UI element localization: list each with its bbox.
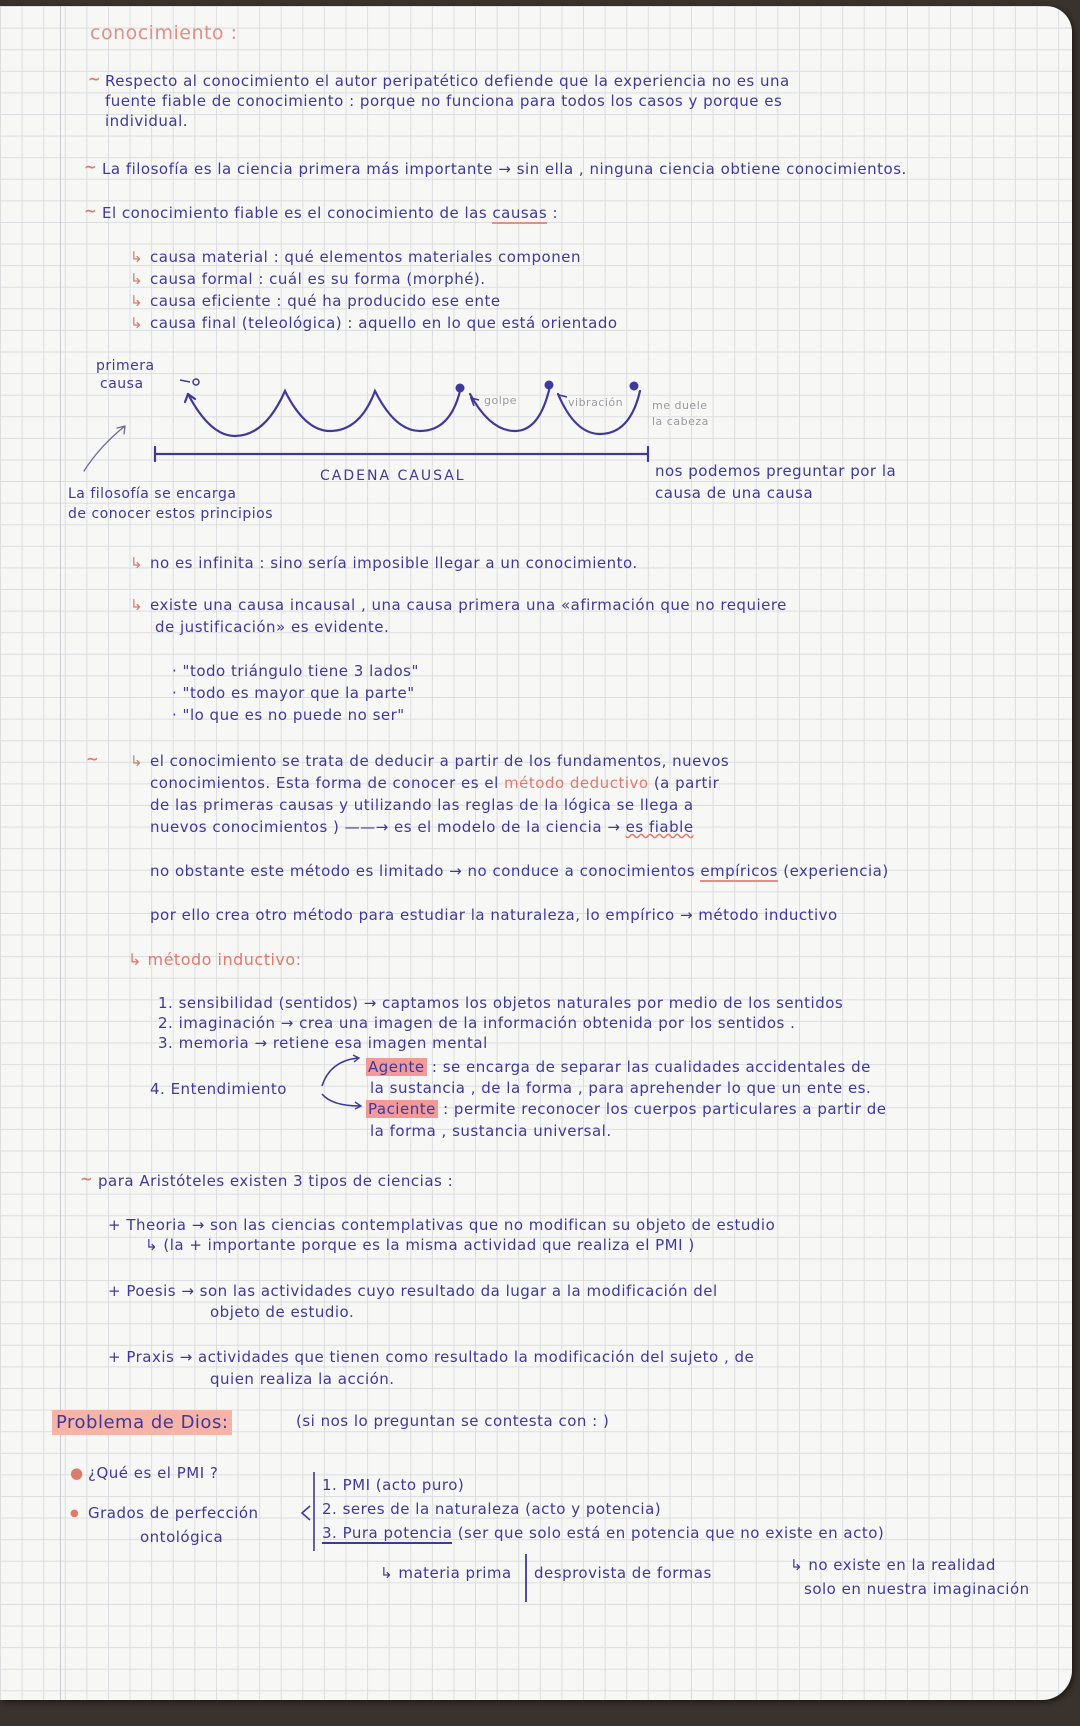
empiricos-term: empíricos xyxy=(700,862,778,880)
deductive-text: conocimientos. Esta forma de conocer es el xyxy=(150,774,499,792)
limit-text: no obstante este método es limitado → no conduce a conocimientos xyxy=(150,862,696,880)
arrow-label-golpe: golpe xyxy=(484,394,518,407)
tilde-bullet: ~ xyxy=(84,158,98,176)
paragraph-1-line-1: Respecto al conocimiento el autor peripatético defiende que la experiencia no es una xyxy=(105,72,790,90)
paragraph-2: La filosofía es la ciencia primera más importante → sin ella , ninguna ciencia obtiene conocimientos. xyxy=(102,160,907,178)
arrow-bullet-icon: ↳ xyxy=(130,314,144,332)
grade-3-text: (ser que solo está en potencia que no existe en acto) xyxy=(457,1524,885,1542)
tilde-bullet: ~ xyxy=(80,1170,94,1188)
science-poesis-line-2: objeto de estudio. xyxy=(210,1303,355,1321)
chain-point: no es infinita : sino sería imposible llegar a un conocimiento. xyxy=(150,554,638,572)
grade-item-3 xyxy=(322,1524,884,1542)
grade-item: 2. seres de la naturaleza (acto y potencia) xyxy=(322,1500,662,1518)
paciente-line-2: la forma , sustancia universal. xyxy=(370,1122,612,1140)
step-4-label: 4. Entendimiento xyxy=(150,1080,287,1098)
cause-item: causa final (teleológica) : aquello en lo que está orientado xyxy=(150,314,618,332)
god-problem-subtitle: (si nos lo preguntan se contesta con : ) xyxy=(296,1412,610,1430)
materia-prima-note: ↳ materia prima xyxy=(380,1564,512,1582)
paragraph-3-suffix: : xyxy=(552,204,559,222)
deductive-text: (a partir xyxy=(653,774,720,792)
desprovista-note: desprovista de formas xyxy=(534,1564,712,1582)
arrow-bullet-icon: ↳ xyxy=(130,292,144,310)
grades-brace xyxy=(0,6,1072,1726)
agente-label: Agente xyxy=(368,1058,425,1076)
other-method-line: por ello crea otro método para estudiar la naturaleza, lo empírico → método inductivo xyxy=(150,906,838,924)
arrow-bullet-icon: ↳ xyxy=(130,752,144,770)
axiom-text: "todo es mayor que la parte" xyxy=(182,684,415,702)
paragraph-3-prefix: El conocimiento fiable es el conocimiento de las xyxy=(102,204,488,222)
grades-label-line-1: Grados de perfección xyxy=(88,1504,259,1522)
paragraph-1-line-2: fuente fiable de conocimiento : porque no funciona para todos los casos y porque es xyxy=(105,92,783,110)
right-note-line-1: nos podemos preguntar por la xyxy=(655,462,897,480)
grade-item: 1. PMI (acto puro) xyxy=(322,1476,465,1494)
tilde-bullet: ~ xyxy=(86,750,100,768)
notebook-page xyxy=(0,6,1072,1700)
left-note-line-1: La filosofía se encarga xyxy=(68,486,237,502)
no-existe-note-1: ↳ no existe en la realidad xyxy=(790,1556,996,1574)
deductive-line-3: de las primeras causas y utilizando las reglas de la lógica se llega a xyxy=(150,796,694,814)
tilde-bullet: ~ xyxy=(84,202,98,220)
arrow-bullet-icon: ↳ xyxy=(130,554,144,572)
first-cause-label-2: causa xyxy=(100,376,144,392)
cause-item: causa eficiente : qué ha producido ese ente xyxy=(150,292,501,310)
inductive-step: 3. memoria → retiene esa imagen mental xyxy=(158,1034,488,1052)
first-cause-label: primera xyxy=(96,358,155,374)
science-theoria-line-2: ↳ (la + importante porque es la misma actividad que realiza el PMI ) xyxy=(145,1236,695,1254)
dot-bullet-icon: ● xyxy=(70,1464,84,1482)
inductive-heading-text: método inductivo: xyxy=(147,950,302,969)
arrow-label-me-duele: me duele xyxy=(652,399,708,412)
axiom-text: "todo triángulo tiene 3 lados" xyxy=(182,662,419,680)
arrow-label-vibracion: vibración xyxy=(568,396,624,409)
deductive-text: nuevos conocimientos ) ——→ es el modelo de la ciencia → xyxy=(150,818,621,836)
chain-point-cont: de justificación» es evidente. xyxy=(155,618,390,636)
agente-line-2: la sustancia , de la forma , para aprehender lo que un ente es. xyxy=(370,1079,872,1097)
dot-bullet-icon: ● xyxy=(70,1508,80,1519)
arrow-bullet-icon: ↳ xyxy=(130,270,144,288)
causas-highlight: causas xyxy=(492,204,548,222)
paciente-label: Paciente xyxy=(368,1100,436,1118)
agente-text: : se encarga de separar las cualidades accidentales de xyxy=(431,1058,871,1076)
axiom-item: · "lo que es no puede no ser" xyxy=(172,706,405,724)
sciences-intro: para Aristóteles existen 3 tipos de ciencias : xyxy=(98,1172,454,1190)
inductive-step: 2. imaginación → crea una imagen de la información obtenida por los sentidos . xyxy=(158,1014,796,1032)
paciente-text: : permite reconocer los cuerpos particulares a partir de xyxy=(443,1100,887,1118)
metodo-deductivo-term: método deductivo xyxy=(504,774,649,792)
science-praxis-line-1: + Praxis → actividades que tienen como resultado la modificación del sujeto , de xyxy=(108,1348,755,1366)
es-fiable-term: es fiable xyxy=(625,818,694,836)
right-note-line-2: causa de una causa xyxy=(655,484,814,502)
inductive-step: 1. sensibilidad (sentidos) → captamos los objetos naturales por medio de los sentidos xyxy=(158,994,844,1012)
god-problem-heading: Problema de Dios: xyxy=(52,1410,232,1435)
arrow-label-la-cabeza: la cabeza xyxy=(652,415,709,428)
axiom-text: "lo que es no puede no ser" xyxy=(182,706,405,724)
pura-potencia-term: 3. Pura potencia xyxy=(322,1524,453,1542)
question-pmi: ¿Qué es el PMI ? xyxy=(88,1464,219,1482)
deductive-line-1: el conocimiento se trata de deducir a partir de los fundamentos, nuevos xyxy=(150,752,730,770)
cause-item: causa formal : cuál es su forma (morphé). xyxy=(150,270,486,288)
chain-label: CADENA CAUSAL xyxy=(320,468,466,484)
arrow-bullet-icon: ↳ xyxy=(130,248,144,266)
inductive-heading: ↳ método inductivo: xyxy=(128,950,302,969)
paragraph-1-line-3: individual. xyxy=(105,112,189,130)
science-theoria-line-1: + Theoria → son las ciencias contemplativas que no modifican su objeto de estudio xyxy=(108,1216,776,1234)
chain-point: existe una causa incausal , una causa primera una «afirmación que no requiere xyxy=(150,596,787,614)
no-existe-note-2: solo en nuestra imaginación xyxy=(804,1580,1030,1598)
science-praxis-line-2: quien realiza la acción. xyxy=(210,1370,395,1388)
science-poesis-line-1: + Poesis → son las actividades cuyo resultado da lugar a la modificación del xyxy=(108,1282,718,1300)
tilde-bullet: ~ xyxy=(88,70,102,88)
cause-item: causa material : qué elementos materiales componen xyxy=(150,248,581,266)
arrow-bullet-icon: ↳ xyxy=(130,596,144,614)
axiom-item: · "todo triángulo tiene 3 lados" xyxy=(172,662,419,680)
page-title: conocimiento : xyxy=(90,22,238,44)
limit-text: (experiencia) xyxy=(783,862,889,880)
axiom-item: · "todo es mayor que la parte" xyxy=(172,684,415,702)
grades-label-line-2: ontológica xyxy=(140,1528,224,1546)
left-note-line-2: de conocer estos principios xyxy=(68,506,274,522)
